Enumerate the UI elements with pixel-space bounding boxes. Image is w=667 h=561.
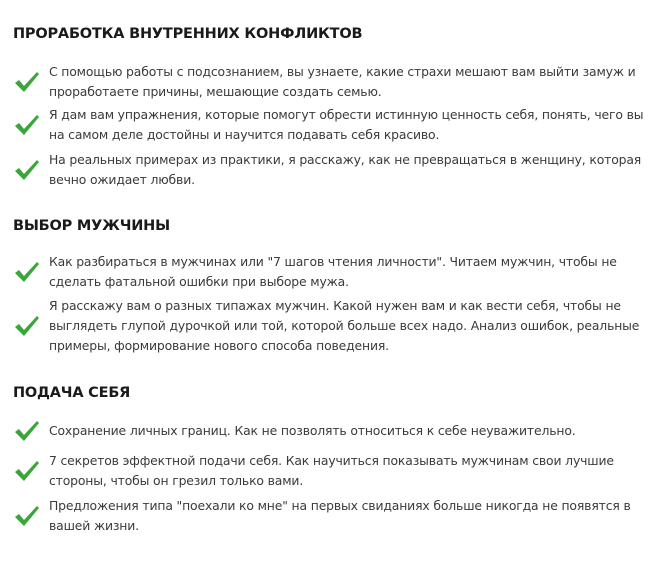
list-item-text: Я расскажу вам о разных типажах мужчин. Какой нужен вам и как вести себя, чтобы не выглядеть глупой дурочкой или той, которой больше всех надо. Анализ ошибок, реальные примеры, формирование нового способа поведения. xyxy=(49,298,640,353)
list-item-text: Я дам вам упражнения, которые помогут обрести истинную ценность себя, понять, чего вы на самом деле достойны и научится подавать себя красиво. xyxy=(49,107,644,142)
checkmark-icon xyxy=(13,69,41,95)
checkmark-icon xyxy=(13,112,41,138)
checkmark-icon xyxy=(13,458,41,484)
checkmark-icon xyxy=(13,313,41,339)
list-item-text: Как разбираться в мужчинах или "7 шагов чтения личности". Читаем мужчин, чтобы не сделать фатальной ошибки при выборе мужа. xyxy=(49,254,617,289)
checkmark-icon xyxy=(13,259,41,285)
list-item-text: С помощью работы с подсознанием, вы узнаете, какие страхи мешают вам выйти замуж и проработаете причины, мешающие создать семью. xyxy=(49,64,636,99)
list-item-text: На реальных примерах из практики, я расскажу, как не превращаться в женщину, которая вечно ожидает любви. xyxy=(49,152,642,187)
list-item xyxy=(13,496,653,536)
list-item xyxy=(13,252,653,292)
section-title-man-choice: ВЫБОР МУЖЧИНЫ xyxy=(13,218,170,234)
section-title-conflicts: ПРОРАБОТКА ВНУТРЕННИХ КОНФЛИКТОВ xyxy=(13,26,363,42)
list-item xyxy=(13,150,653,190)
checkmark-icon xyxy=(13,157,41,183)
list-item-text: Сохранение личных границ. Как не позволять относиться к себе неуважительно. xyxy=(49,423,576,438)
list-item-text: 7 секретов эффектной подачи себя. Как научиться показывать мужчинам свои лучшие стороны, чтобы он грезил только вами. xyxy=(49,453,614,488)
list-item xyxy=(13,62,653,102)
section-title-self-presentation: ПОДАЧА СЕБЯ xyxy=(13,385,131,401)
checkmark-icon xyxy=(13,503,41,529)
list-item xyxy=(13,296,653,356)
list-item xyxy=(13,105,653,145)
checkmark-icon xyxy=(13,418,41,444)
list-item-text: Предложения типа "поехали ко мне" на первых свиданиях больше никогда не появятся в вашей жизни. xyxy=(49,498,631,533)
list-item xyxy=(13,418,653,444)
list-item xyxy=(13,451,653,491)
